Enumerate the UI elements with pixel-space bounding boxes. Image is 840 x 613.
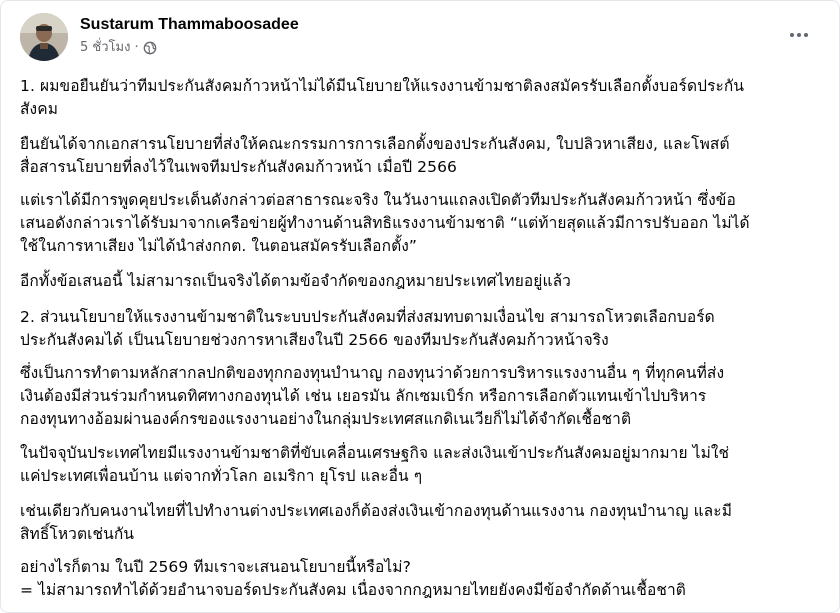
avatar[interactable] (20, 13, 68, 61)
paragraph-8: เช่นเดียวกับคนงานไทยที่ไปทำงานต่างประเทศเองก็ต้องส่งเงินเข้ากองทุนด้านแรงงาน กองทุนบำนาญ และมี สิทธิ์โหวตเช่นกัน (20, 502, 733, 543)
more-options-icon[interactable] (781, 21, 817, 49)
post-time[interactable]: 5 ชั่วโมง (80, 40, 131, 55)
paragraph-5: 2. ส่วนนโยบายให้แรงงานข้ามชาติในระบบประกันสังคมที่ส่งสมทบตามเงื่อนไข สามารถโหวตเลือกบอร์ด ประกันสังคมได้ เป็นนโยบายช่วงการหาเสียงในปี 2566 ของทีมประกันสังคมก้าวหน้าจริง (20, 308, 715, 349)
paragraph-4: อีกทั้งข้อเสนอนี้ ไม่สามารถเป็นจริงได้ตามข้อจำกัดของกฎหมายประเทศไทยอยู่แล้ว (20, 272, 571, 290)
globe-icon[interactable] (143, 41, 157, 55)
paragraph-2: ยืนยันได้จากเอกสารนโยบายที่ส่งให้คณะกรรมการการเลือกตั้งของประกันสังคม, ใบปลิวหาเสียง, และโพสต์ สื่อสารนโยบายที่ลงไว้ในเพจทีมประกันสังคมก้าวหน้า เมื่อปี 2566 (20, 135, 730, 176)
author-name[interactable]: Sustarum Thammaboosadee (80, 16, 299, 33)
meta-separator: · (134, 40, 139, 55)
post-meta (80, 39, 157, 57)
paragraph-1: 1. ผมขอยืนยันว่าทีมประกันสังคมก้าวหน้าไม่ได้มีนโยบายให้แรงงานข้ามชาติลงสมัครรับเลือกตั้งบอร์ดประกัน สังคม (20, 77, 745, 118)
paragraph-3: แต่เราได้มีการพูดคุยประเด็นดังกล่าวต่อสาธารณะจริง ในวันงานแถลงเปิดตัวทีมประกันสังคมก้าวหน้า ซึ่งข้อ เสนอดังกล่าวเราได้รับมาจากเครือข่ายผู้ทำงานด้านสิทธิแรงงานข้ามชาติ “แต่ท้ายสุดแล้วมีการปรับออก ไม่ได้ ใช้ในการหาเสียง ไม่ได้นำส่งกกต. ในตอนสมัครรับเลือกตั้ง” (20, 191, 750, 255)
paragraph-9: อย่างไรก็ตาม ในปี 2569 ทีมเราจะเสนอนโยบายนี้หรือไม่? = ไม่สามารถทำได้ด้วยอำนาจบอร์ดประกันสังคม เนื่องจากกฎหมายไทยยังคงมีข้อจำกัดด้านเชื้อชาติ (20, 558, 686, 599)
avatar-image (20, 13, 68, 61)
paragraph-6: ซึ่งเป็นการทำตามหลักสากลปกติของทุกกองทุนบำนาญ กองทุนว่าด้วยการบริหารแรงงานอื่น ๆ ที่ทุกคนที่ส่ง เงินต้องมีส่วนร่วมกำหนดทิศทางกองทุนได้ เช่น เยอรมัน ลักเซมเบิร์ก หรือการเลือกตัวแทนเข้าไปบริหาร กองทุนทางอ้อมผ่านองค์กรของแรงงานอย่างในกลุ่มประเทศสแกดิเนเวียก็ไม่ได้จำกัดเชื้อชาติ (20, 364, 725, 428)
paragraph-7: ในปัจจุบันประเทศไทยมีแรงงานข้ามชาติที่ขับเคลื่อนเศรษฐกิจ และส่งเงินเข้าประกันสังคมอยู่มากมาย ไม่ใช่ แค่ประเทศเพื่อนบ้าน แต่จากทั่วโลก อเมริกา ยุโรป และอื่น ๆ (20, 444, 730, 485)
post-header (1, 1, 839, 71)
